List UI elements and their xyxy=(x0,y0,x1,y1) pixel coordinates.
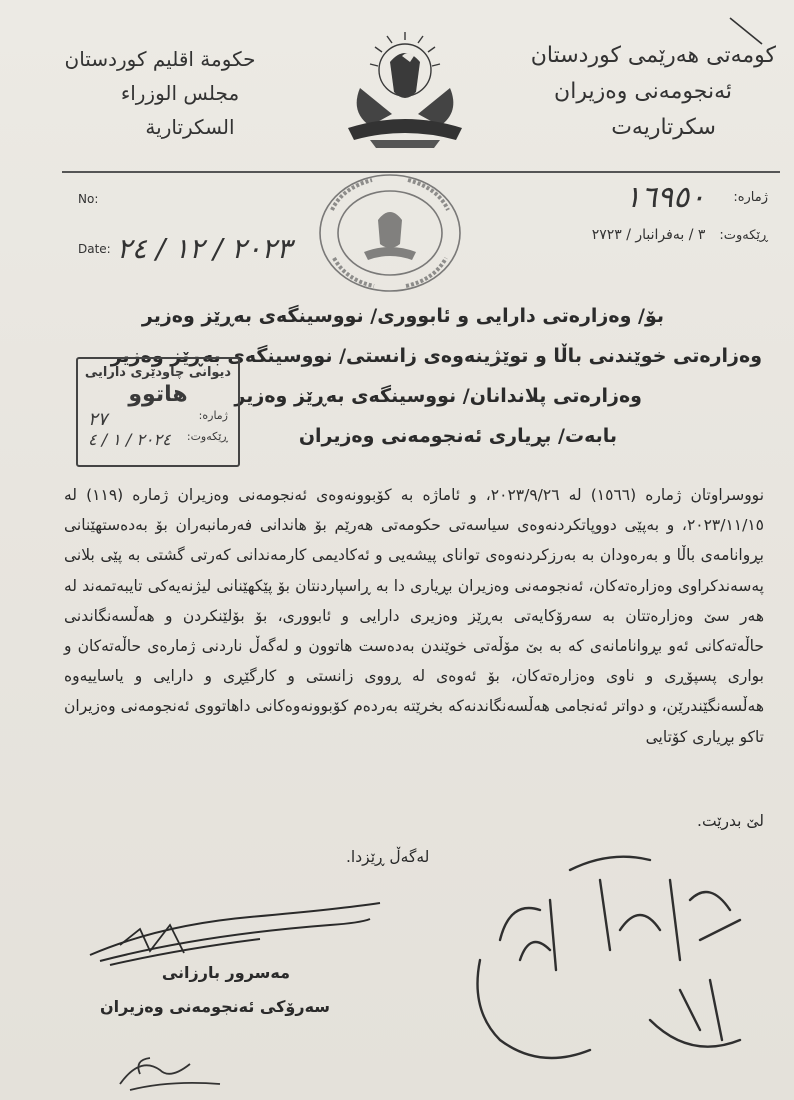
header-kurdish xyxy=(486,38,776,146)
no-label: No: xyxy=(78,192,99,206)
date-ku-label: ڕێکەوت: xyxy=(719,227,768,243)
kurdistan-emblem-icon xyxy=(330,22,480,152)
recipient-line-1: بۆ/ وەزارەتی دارایی و ئابووری/ نووسینگەی بەڕێز وەزیر xyxy=(141,305,664,327)
header-arabic-line-1: حكومة اقليم كوردستان xyxy=(64,47,256,71)
receipt-date-value: ٢٠٢٤ / ١ / ٤ xyxy=(88,430,171,449)
recipient-line-3: وەزارەتی پلاندانان/ نووسینگەی بەڕێز وەزیر xyxy=(234,385,642,407)
letter-body: نووسراوتان ژمارە (١٥٦٦) لە ٢٠٢٣/٩/٢٦، و ئاماژە بە کۆبوونەوەی ئەنجومەنی وەزیران ژمارە (١١٩) لە ٢٠٢٣/١١/١٥، و بەپێی دووپاتکردنەوەی سیاسەتی حکومەتی هەرێم بۆ هاندانی فەرمانبەران بۆ بەدەستهێنانی بڕوانامەی باڵا و بەرەودان بە بەرزکردنەوەی توانای پیشەیی و ئەکادیمی کارمەندانی کەرتی گشتی بە پێی بلانی پەسەندکراوی وەزارەتەکان، ئەنجومەنی وەزیران بڕیاری دا بە ڕاسپاردنتان بۆ پێکهێنانی لیژنەیەکی تایبەتمەند لە هەر سێ وەزارەتتان بە سەرۆکایەتی بەڕێز وەزیری دارایی و ئابووری، بۆ بۆلێنکردن و هەڵسەنگاندنی حاڵەتەکانی ئەو بڕوانامانەی کە بە بێ مۆڵەتی خوێندن بەدەست هاتوون و لەگەڵ ناردنی ژمارەی حاڵەتەکان و بواری پسپۆڕی و ناوی وەزارەتەکان، بۆ ئەوەی لە ڕووی زانستی و کارگێڕی و دارایی و یاساییەوە هەڵسەنگێندرێن، و دواتر ئەنجامی هەڵسەنگاندنەکە بخرێتە بەردەم کۆبوونەوەکانی داهاتووی ئەنجومەنی وەزیران تاکو بڕیاری کۆتایی xyxy=(64,486,765,746)
header-kurdish-line-3: سکرتاریەت xyxy=(611,115,716,140)
receipt-stamp-received: هاتوو xyxy=(128,382,188,407)
receipt-number-label: ژمارە: xyxy=(198,409,228,422)
date-label: Date: xyxy=(78,241,111,256)
number-label: ژمارە: xyxy=(733,190,768,205)
receipt-stamp xyxy=(76,357,240,467)
header-arabic xyxy=(30,42,290,144)
number-value: ١٦٩٥٠ xyxy=(624,180,706,215)
date-value: ٢٠٢٣ / ١٢ / ٢٤ xyxy=(116,232,292,265)
header-kurdish-line-1: کومەتی هەرێمی کوردستان xyxy=(530,43,776,68)
date-ku-value: ٣ / بەفرانبار / ٢٧٢٣ xyxy=(591,227,706,243)
header-kurdish-line-2: ئەنجومەنی وەزیران xyxy=(554,79,732,104)
header-arabic-line-3: السكرتارية xyxy=(145,115,235,139)
signer-block xyxy=(80,956,330,1024)
meta-left xyxy=(78,192,292,265)
handwritten-annotation xyxy=(460,840,760,1070)
meta-right xyxy=(592,180,768,243)
bottom-initials-scrawl xyxy=(110,1050,230,1094)
receipt-date-label: ڕێکەوت: xyxy=(186,430,228,443)
receipt-stamp-title: دیوانی چاودێری دارایی xyxy=(84,365,232,380)
signer-title: سەرۆکی ئەنجومەنی وەزیران xyxy=(99,997,330,1016)
signer-name: مەسرور بارزانی xyxy=(161,963,290,982)
letter-closing: لێ بدرێت. xyxy=(697,812,764,830)
header-arabic-line-2: مجلس الوزراء xyxy=(120,81,240,105)
official-seal-stamp xyxy=(312,170,468,296)
recipient-line-2: وەزارەتی خوێندنی باڵا و توێژینەوەی زانستی/ نووسینگەی بەڕێز وەزیر xyxy=(110,345,762,367)
receipt-number-value: ٢٧ xyxy=(88,409,108,430)
regards: لەگەڵ ڕێزدا. xyxy=(346,848,430,866)
subject-line: بابەت/ بڕیاری ئەنجومەنی وەزیران xyxy=(298,425,617,447)
